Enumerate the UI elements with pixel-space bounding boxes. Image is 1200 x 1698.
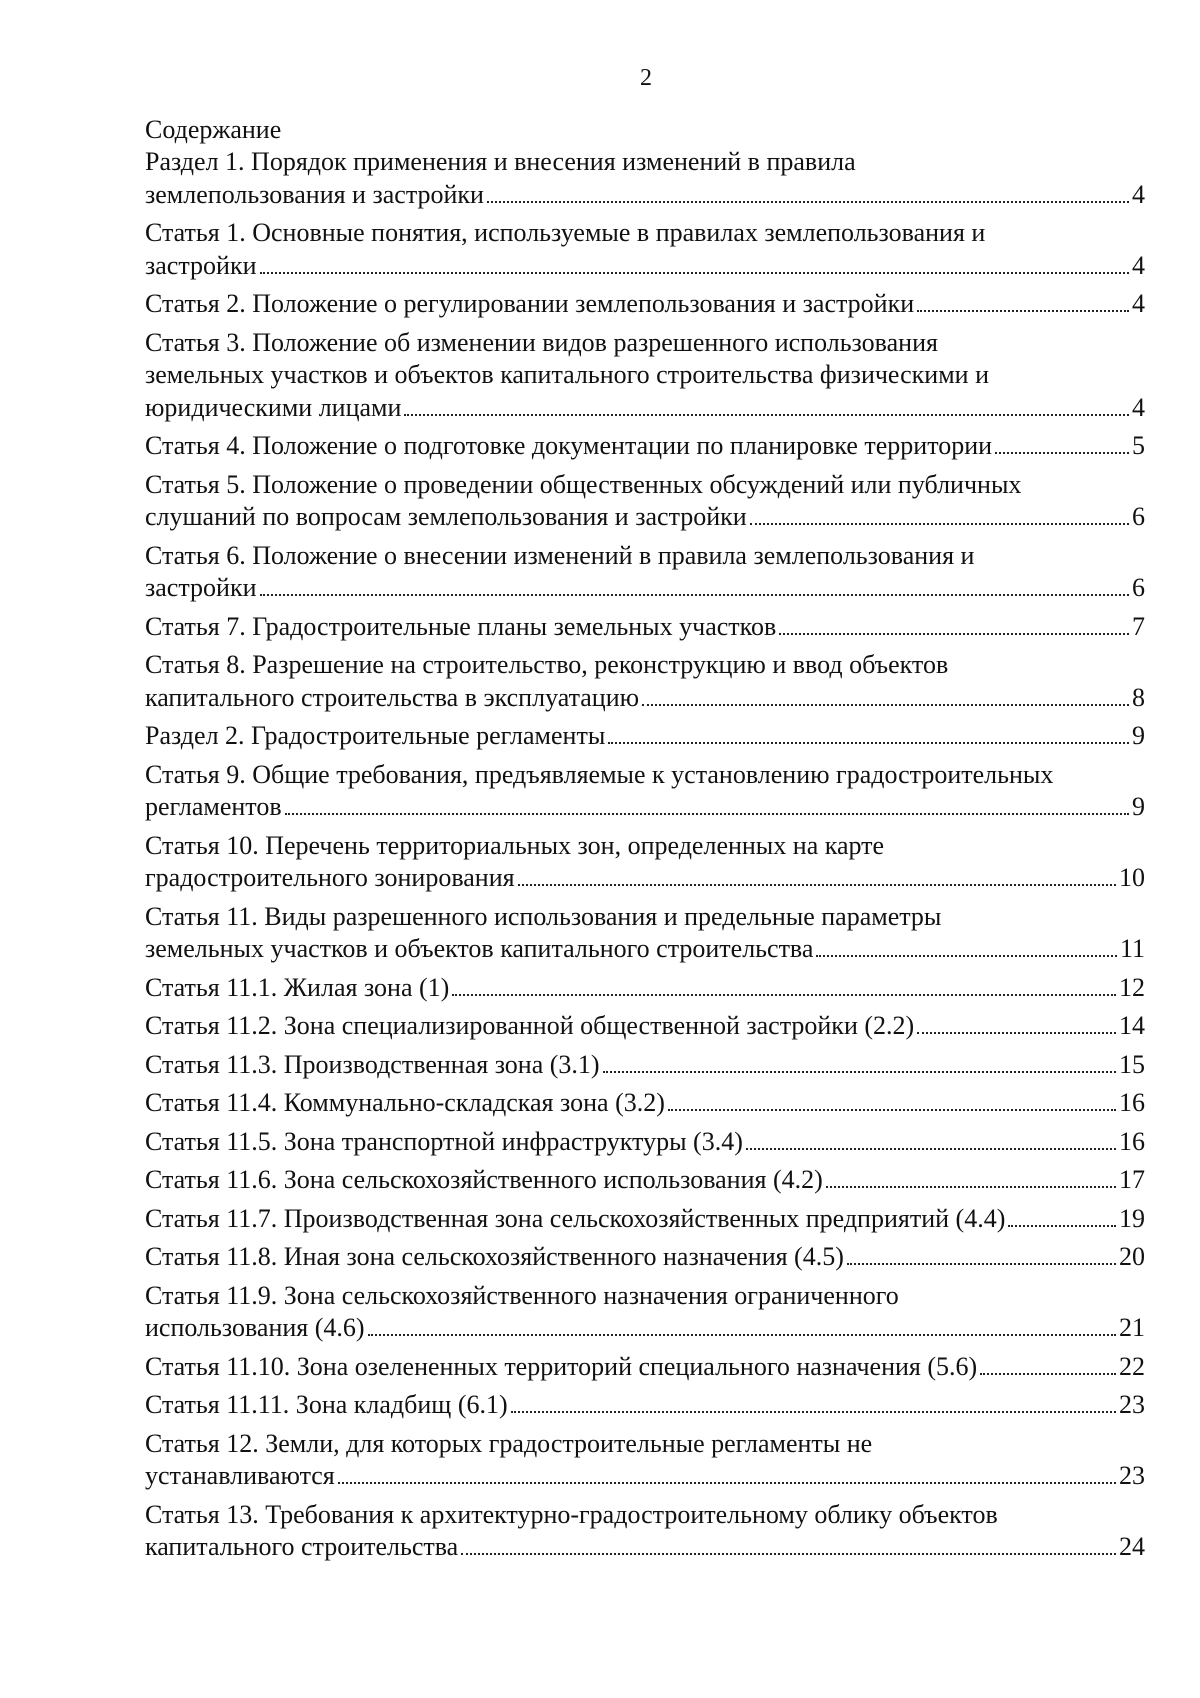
toc-entry-text: земельных участков и объектов капитального строительства физическими и [145, 360, 989, 389]
toc-entry-text: Статья 13. Требования к архитектурно-градостроительному облику объектов [145, 1499, 998, 1529]
dot-leader [452, 994, 1116, 996]
toc-entry-text: Статья 11.8. Иная зона сельскохозяйственного назначения (4.5) [145, 1242, 844, 1271]
toc-page-number: 4 [1132, 289, 1145, 318]
dot-leader [980, 1373, 1116, 1375]
toc-page-number: 21 [1119, 1313, 1145, 1342]
toc-entry-text: Статья 10. Перечень территориальных зон, определенных на карте [145, 830, 885, 860]
toc-entry-text: Статья 1. Основные понятия, используемые в правилах землепользования и [145, 218, 986, 247]
dot-leader [1008, 1225, 1116, 1227]
toc-entry-text: Раздел 2. Градостроительные регламенты [145, 721, 606, 750]
toc-entry-last-line [145, 1049, 1145, 1082]
toc-page-number: 20 [1119, 1242, 1145, 1271]
toc-entry-last-line [145, 501, 1145, 534]
toc-entry[interactable] [145, 649, 1145, 714]
dot-leader [746, 1148, 1116, 1150]
toc-entry-text: градостроительного зонирования [145, 863, 515, 892]
toc-entry-last-line [145, 288, 1145, 321]
toc-entry[interactable] [145, 759, 1145, 824]
toc-entry-last-line [145, 720, 1145, 753]
toc-entry-text: Статья 11.1. Жилая зона (1) [145, 972, 450, 1002]
toc-page-number: 9 [1132, 792, 1145, 821]
toc-entry-text: Статья 9. Общие требования, предъявляемые к установлению градостроительных [145, 759, 1054, 789]
toc-entry-last-line [145, 430, 1145, 463]
toc-page-number: 22 [1119, 1351, 1145, 1381]
toc-entry-text: Статья 11.10. Зона озелененных территорий специального назначения (5.6) [145, 1351, 978, 1381]
toc-entry[interactable] [145, 611, 1145, 644]
toc-entry-last-line [145, 1351, 1145, 1384]
toc-entry-text: земельных участков и объектов капитального строительства [145, 934, 814, 963]
toc-entry[interactable] [145, 327, 1145, 425]
toc-entry[interactable] [145, 288, 1145, 321]
toc-entry-text: слушаний по вопросам землепользования и застройки [145, 502, 747, 531]
page-number: 2 [640, 65, 652, 91]
toc-entry[interactable] [145, 146, 1145, 211]
toc-page-number: 16 [1119, 1126, 1145, 1156]
toc-entry[interactable] [145, 1351, 1145, 1384]
toc-page-number: 7 [1132, 611, 1145, 641]
dot-leader [779, 633, 1129, 635]
toc-entry-text: капитального строительства в эксплуатацию [145, 682, 640, 712]
toc-entry-last-line [145, 1126, 1145, 1159]
toc-entry-text: Статья 3. Положение об изменении видов разрешенного использования [145, 327, 938, 357]
toc-entry-text: Статья 12. Земли, для которых градостроительные регламенты не [145, 1428, 873, 1458]
toc-entry[interactable] [145, 1010, 1145, 1043]
toc-entry-last-line [145, 250, 1145, 283]
toc-entry-text: использования (4.6) [145, 1313, 365, 1342]
toc-entry-text: землепользования и застройки [145, 179, 484, 209]
dot-leader [338, 1482, 1116, 1484]
toc-entry[interactable] [145, 1203, 1145, 1236]
toc-entry[interactable] [145, 1499, 1145, 1564]
toc-entry-last-line [145, 933, 1145, 966]
toc-entry-last-line [145, 1312, 1145, 1345]
dot-leader [995, 452, 1129, 454]
dot-leader [603, 1071, 1116, 1073]
toc-entry-text: Статья 5. Положение о проведении общественных обсуждений или публичных [145, 469, 1022, 499]
toc-entry-text: Статья 4. Положение о подготовке документации по планировке территории [145, 431, 993, 460]
toc-page-number: 16 [1119, 1088, 1145, 1117]
dot-leader [404, 414, 1129, 416]
toc-entry[interactable] [145, 901, 1145, 966]
dot-leader [642, 704, 1129, 706]
toc-entry[interactable] [145, 720, 1145, 753]
dot-leader [816, 955, 1117, 957]
toc-page-number: 11 [1119, 934, 1145, 963]
toc-entry[interactable] [145, 217, 1145, 282]
toc-page-number: 17 [1119, 1165, 1145, 1194]
dot-leader [847, 1263, 1116, 1265]
table-of-contents [145, 114, 1145, 1570]
dot-leader [461, 1553, 1116, 1555]
dot-leader [511, 1411, 1116, 1413]
toc-entry-text: Статья 11.9. Зона сельскохозяйственного назначения ограниченного [145, 1280, 899, 1310]
toc-entry[interactable] [145, 430, 1145, 463]
toc-entry-text: Статья 8. Разрешение на строительство, реконструкцию и ввод объектов [145, 650, 949, 679]
toc-entry-text: Статья 11.5. Зона транспортной инфраструктуры (3.4) [145, 1126, 743, 1156]
toc-entry-last-line [145, 1087, 1145, 1120]
dot-leader [750, 523, 1129, 525]
toc-page-number: 4 [1132, 179, 1145, 209]
toc-entry-last-line [145, 1164, 1145, 1197]
toc-entry-text: Статья 11. Виды разрешенного использования и предельные параметры [145, 901, 942, 931]
toc-entry[interactable] [145, 972, 1145, 1005]
toc-page-number: 10 [1119, 863, 1145, 892]
toc-entry-text: Статья 11.2. Зона специализированной общественной застройки (2.2) [145, 1011, 915, 1040]
dot-leader [668, 1109, 1116, 1111]
toc-page-number: 4 [1132, 392, 1145, 422]
toc-entry-last-line [145, 972, 1145, 1005]
toc-page-number: 12 [1119, 972, 1145, 1002]
toc-entry-text: Статья 7. Градостроительные планы земельных участков [145, 611, 777, 641]
toc-entry-text: Статья 11.4. Коммунально-складская зона (3.2) [145, 1088, 665, 1117]
dot-leader [826, 1186, 1116, 1188]
dot-leader [917, 1032, 1116, 1034]
toc-entry[interactable] [145, 469, 1145, 534]
toc-entry-last-line [145, 791, 1145, 824]
toc-entry[interactable] [145, 1049, 1145, 1082]
toc-entry-text: застройки [145, 573, 257, 602]
toc-entry[interactable] [145, 1126, 1145, 1159]
toc-entry[interactable] [145, 1428, 1145, 1493]
toc-entry[interactable] [145, 830, 1145, 895]
toc-page-number: 9 [1132, 721, 1145, 750]
dot-leader [518, 884, 1116, 886]
dot-leader [608, 742, 1129, 744]
toc-entry[interactable] [145, 1280, 1145, 1345]
dot-leader [260, 594, 1130, 596]
toc-entry[interactable] [145, 1087, 1145, 1120]
dot-leader [917, 310, 1129, 312]
toc-page-number: 23 [1119, 1390, 1145, 1419]
toc-entry-last-line [145, 1010, 1145, 1043]
dot-leader [368, 1334, 1116, 1336]
toc-entry-text: застройки [145, 250, 257, 280]
toc-entry-text: юридическими лицами [145, 392, 402, 422]
toc-entry-last-line [145, 392, 1145, 425]
toc-entry-last-line [145, 572, 1145, 605]
toc-entry-last-line [145, 1203, 1145, 1236]
toc-page-number: 24 [1119, 1532, 1145, 1561]
toc-page-number: 6 [1132, 502, 1145, 531]
toc-page-number: 4 [1132, 250, 1145, 280]
toc-entry-last-line [145, 1389, 1145, 1422]
toc-entry-last-line [145, 1460, 1145, 1493]
toc-entries [145, 146, 1145, 1564]
toc-entry-text: капитального строительства [145, 1532, 459, 1561]
toc-page-number: 23 [1119, 1461, 1145, 1490]
dot-leader [260, 272, 1130, 274]
toc-page-number: 5 [1132, 431, 1145, 460]
toc-entry-last-line [145, 1241, 1145, 1274]
toc-page-number: 15 [1119, 1049, 1145, 1079]
toc-page-number: 14 [1119, 1011, 1145, 1040]
toc-entry-last-line [145, 179, 1145, 212]
toc-entry-text: Раздел 1. Порядок применения и внесения изменений в правила [145, 147, 856, 176]
dot-leader [487, 201, 1129, 203]
toc-page-number: 8 [1132, 682, 1145, 712]
toc-entry-text: Статья 6. Положение о внесении изменений в правила землепользования и [145, 540, 975, 570]
toc-entry-text: Статья 11.6. Зона сельскохозяйственного использования (4.2) [145, 1165, 823, 1194]
toc-entry-text: регламентов [145, 792, 282, 821]
toc-page-number: 19 [1119, 1203, 1145, 1233]
toc-entry-text: устанавливаются [145, 1461, 335, 1490]
toc-page-number: 6 [1132, 573, 1145, 602]
toc-heading: Содержание [145, 115, 282, 144]
toc-entry-last-line [145, 611, 1145, 644]
toc-entry-text: Статья 11.3. Производственная зона (3.1) [145, 1049, 600, 1079]
toc-entry[interactable] [145, 1164, 1145, 1197]
toc-entry-text: Статья 11.11. Зона кладбищ (6.1) [145, 1390, 508, 1419]
toc-entry[interactable] [145, 540, 1145, 605]
toc-entry-last-line [145, 682, 1145, 715]
toc-entry[interactable] [145, 1241, 1145, 1274]
dot-leader [285, 813, 1129, 815]
toc-entry-text: Статья 11.7. Производственная зона сельскохозяйственных предприятий (4.4) [145, 1203, 1006, 1233]
toc-entry[interactable] [145, 1389, 1145, 1422]
toc-entry-last-line [145, 862, 1145, 895]
toc-entry-text: Статья 2. Положение о регулировании землепользования и застройки [145, 289, 915, 318]
toc-entry-last-line [145, 1531, 1145, 1564]
